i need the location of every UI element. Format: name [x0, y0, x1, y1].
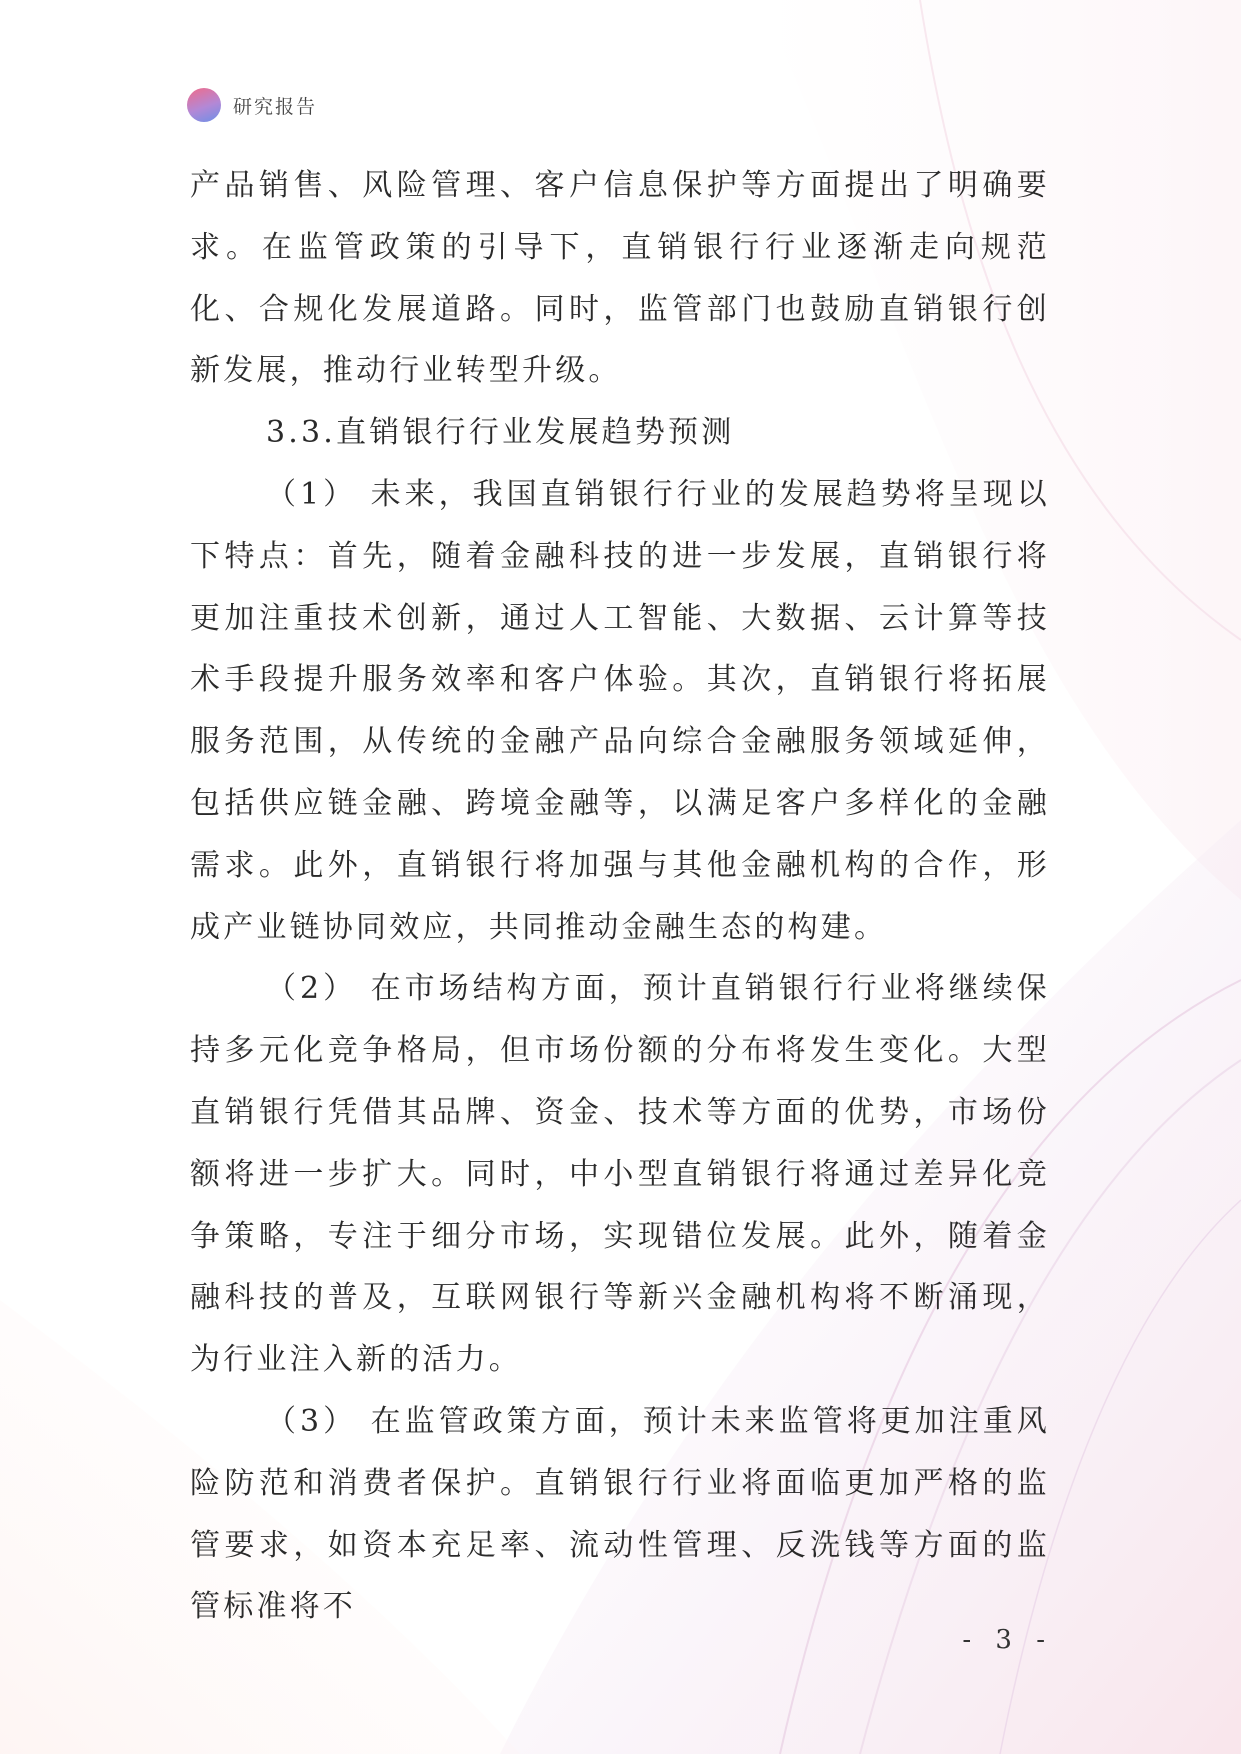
paragraph-3: （3） 在监管政策方面，预计未来监管将更加注重风险防范和消费者保护。直销银行行业将面临更加严格的监管要求，如资本充足率、流动性管理、反洗钱等方面的监管标准将不	[190, 1403, 1050, 1625]
section-title: 3.3.直销银行行业发展趋势预测	[266, 415, 735, 451]
header-title: 研究报告	[233, 95, 318, 118]
paragraph-2: （2） 在市场结构方面，预计直销银行行业将继续保持多元化竞争格局，但市场份额的分布将发生变化。大型直销银行凭借其品牌、资金、技术等方面的优势，市场份额将进一步扩大。同时，中小型直销银行将通过差异化竞争策略，专注于细分市场，实现错位发展。此外，随着金融科技的普及，互联网银行等新兴金融机构将不断涌现，为行业注入新的活力。	[190, 971, 1050, 1378]
paragraph-1: （1） 未来，我国直销银行行业的发展趋势将呈现以下特点：首先，随着金融科技的进一步发展，直销银行将更加注重技术创新，通过人工智能、大数据、云计算等技术手段提升服务效率和客户体验。其次，直销银行将拓展服务范围，从传统的金融产品向综合金融服务领域延伸，包括供应链金融、跨境金融等，以满足客户多样化的金融需求。此外，直销银行将加强与其他金融机构的合作，形成产业链协同效应，共同推动金融生态的构建。	[190, 476, 1050, 945]
logo-icon	[187, 88, 221, 122]
document-body	[190, 155, 1050, 1638]
report-header	[187, 88, 317, 122]
paragraph-intro: 产品销售、风险管理、客户信息保护等方面提出了明确要求。在监管政策的引导下，直销银行行业逐渐走向规范化、合规化发展道路。同时，监管部门也鼓励直销银行创新发展，推动行业转型升级。	[190, 168, 1050, 389]
page-number: - 3 -	[962, 1625, 1053, 1655]
